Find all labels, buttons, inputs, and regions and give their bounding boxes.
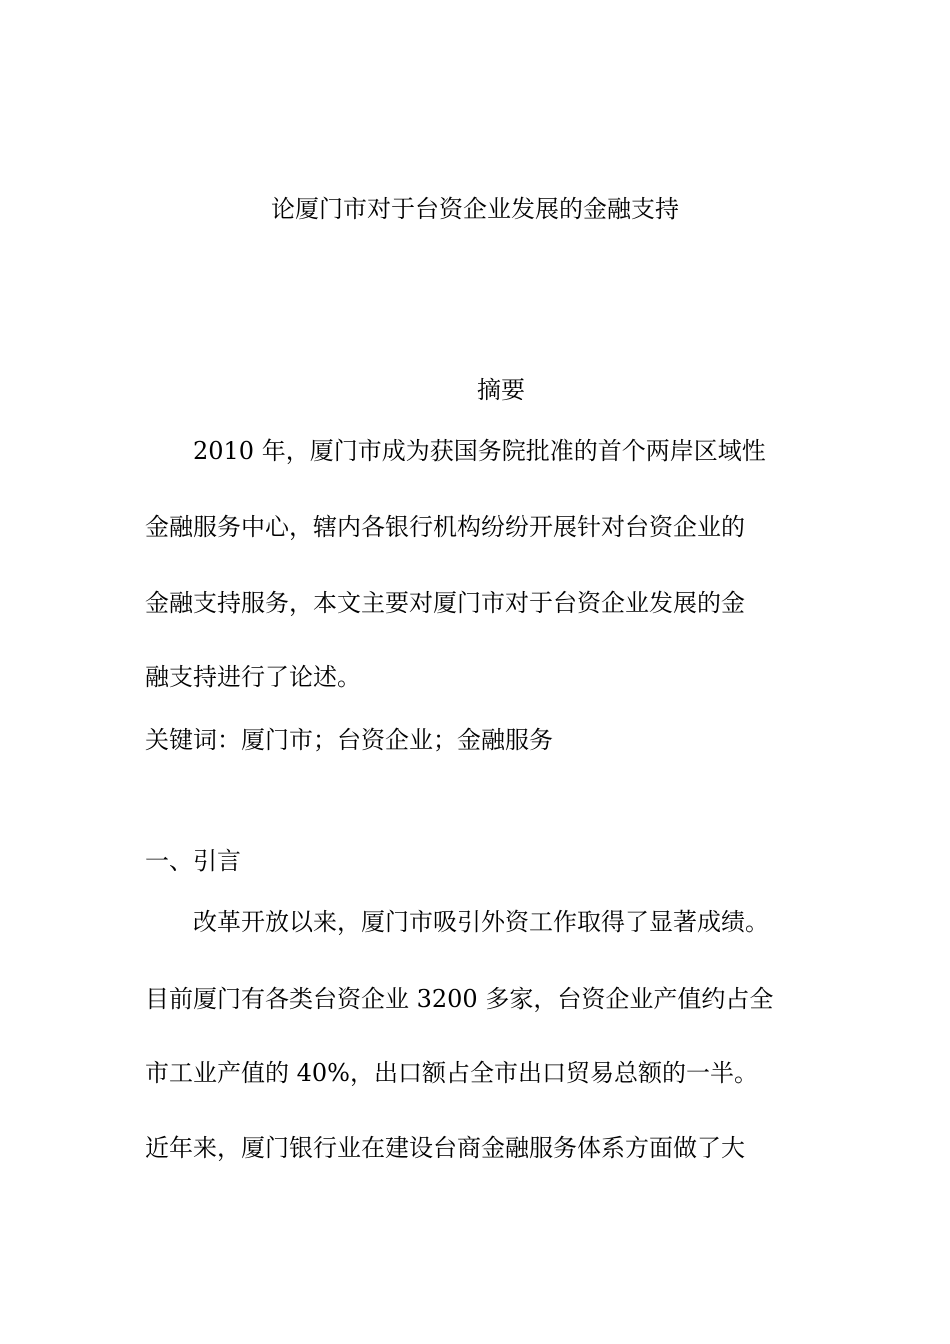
abstract-line-4: 融支持进行了论述。 [145,663,361,691]
abstract-heading: 摘要 [477,376,525,404]
intro-line-3: 市工业产值的 40%，出口额占全市出口贸易总额的一半。 [145,1059,758,1087]
abstract-line-2: 金融服务中心，辖内各银行机构纷纷开展针对台资企业的 [145,513,745,541]
abstract-line-3: 金融支持服务，本文主要对厦门市对于台资企业发展的金 [145,589,745,617]
intro-line-4: 近年来，厦门银行业在建设台商金融服务体系方面做了大 [145,1134,745,1162]
abstract-line-1: 2010 年，厦门市成为获国务院批准的首个两岸区域性 [193,437,766,465]
keywords-line: 关键词：厦门市；台资企业；金融服务 [145,726,553,754]
document-title: 论厦门市对于台资企业发展的金融支持 [271,195,679,223]
section-heading-introduction: 一、引言 [145,847,241,875]
intro-line-2: 目前厦门有各类台资企业 3200 多家，台资企业产值约占全 [145,985,774,1013]
intro-line-1: 改革开放以来，厦门市吸引外资工作取得了显著成绩。 [193,908,769,936]
